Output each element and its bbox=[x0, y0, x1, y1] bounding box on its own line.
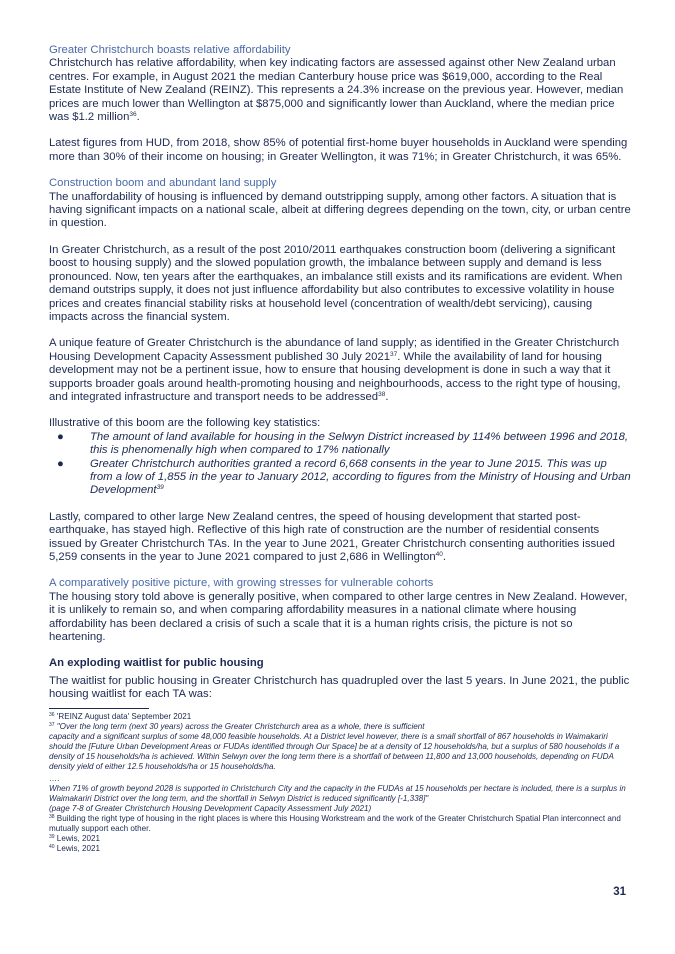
paragraph-text: . While the availability of land for housing development may not be a pertinent issue, how to ensure that housing development is done in such a way that it supports broader goals around health-promoting housing and neighbourhoods, access to the right type of housing, and integrated infrastructure and transport needs to be addressed bbox=[49, 350, 621, 403]
footnote-text: 'REINZ August data' September 2021 bbox=[54, 711, 192, 721]
footnote-37-continued: capacity and a significant surplus of some 48,000 feasible households. At a District level however, there is a small shortfall of 867 households in Waimakariri should the [Future Urban Development Areas or FUDAs identified through Our Space] be at a density of 12 households/ha, but a surplus of 580 households if a density of 15 households/ha is achieved. Within Selwyn over the long term there is a shortfall of between 11,800 and 13,000 households, depending on FUDA density yield of either 12.5 households/ha or 15 households/ha. bbox=[49, 731, 620, 771]
page-number: 31 bbox=[613, 886, 626, 898]
footnote-text: Lewis, 2021 bbox=[54, 843, 101, 853]
document-page bbox=[49, 44, 631, 854]
paragraph bbox=[49, 337, 631, 404]
list-item bbox=[49, 431, 631, 458]
paragraph-text: . bbox=[136, 111, 140, 124]
paragraph: Latest figures from HUD, from 2018, show 85% of potential first-home buyer households in Auckland were spending more than 30% of their income on housing; in Greater Wellington, it was 71%; in Greater Christchurch, it was 65%. bbox=[49, 137, 628, 163]
section-heading-affordability: Greater Christchurch boasts relative affordability bbox=[49, 44, 291, 56]
footnote-divider bbox=[49, 708, 149, 709]
paragraph-text: A unique feature of Greater Christchurch is the abundance of land supply; as identified in the Greater Christchurch Housing Development Capacity Assessment published 30 July 2021 bbox=[49, 337, 620, 363]
list-item-text: Greater Christchurch authorities granted a record 6,668 consents in the year to June 2015. This was up from a low of 1,855 in the year to January 2012, according to figures from the Ministry of Housing and Urban Development bbox=[90, 457, 631, 497]
footnote-number: 36 bbox=[49, 711, 55, 718]
paragraph-text: Christchurch has relative affordability, when key indicating factors are assessed against other New Zealand urban centres. For example, in August 2021 the median Canterbury house price was $619,000, according to the Real Estate Institute of New Zealand (REINZ). This represents a 24.3% increase on the previous year. However, median prices are much lower than Wellington at $875,000 and significantly lower than Auckland, where the median price was $1.2 million bbox=[49, 57, 624, 124]
footnote-number: 37 bbox=[49, 721, 55, 728]
paragraph-text: . bbox=[442, 551, 447, 563]
footnote-ref[interactable]: 38 bbox=[378, 390, 386, 398]
footnote-ref[interactable]: 40 bbox=[435, 551, 443, 558]
footnote-ref[interactable]: 37 bbox=[390, 350, 398, 358]
footnote-ref[interactable]: 36 bbox=[129, 111, 137, 119]
list-item-text: The amount of land available for housing in the Selwyn District increased by 114% between 1996 and 2018, this is phenomenally high when compared to 17% nationally bbox=[90, 430, 628, 457]
footnote-ref[interactable]: 39 bbox=[156, 484, 164, 492]
footnote-number: 40 bbox=[49, 843, 55, 850]
paragraph-text: . bbox=[385, 390, 389, 403]
paragraph bbox=[49, 511, 631, 565]
paragraph: The housing story told above is generally positive, when compared to other large centres in New Zealand. However, it is unlikely to remain so, and when comparing affordability measures in a national climate where housing affordability has been declared a crisis of such a scale that it is a human rights crisis, the picture is not so heartening. bbox=[49, 590, 628, 644]
list-item bbox=[49, 458, 631, 498]
paragraph: In Greater Christchurch, as a result of the post 2010/2011 earthquakes construction boom (delivering a significant boost to housing supply) and the slowed population growth, the imbalance between supply and demand is less pronounced. Now, ten years after the earthquakes, an imbalance still exists and its ramifications are evident. When demand outstrips supply, it does not just influence affordability but also contributes to excessive volatility in house prices and creates financial stability risks at household level (concentration of wealth/debt servicing), causing impacts across the financial system. bbox=[49, 243, 623, 323]
section-heading-positive-picture: A comparatively positive picture, with growing stresses for vulnerable cohorts bbox=[49, 577, 434, 590]
footnote-text: Building the right type of housing in the right places is where this Housing Workstream and the work of the Greater Christchurch Spatial Plan interconnect and mutually support each other. bbox=[49, 813, 621, 833]
footnote-number: 38 bbox=[49, 813, 55, 820]
section-heading-construction-boom: Construction boom and abundant land supply bbox=[49, 177, 277, 190]
footnote-39 bbox=[49, 834, 631, 844]
paragraph: The unaffordability of housing is influenced by demand outstripping supply, among other factors. A situation that is having significant impacts on a national scale, albeit at differing degrees depending on the town, city, or urban centre in question. bbox=[49, 190, 631, 230]
paragraph-text: Lastly, compared to other large New Zealand centres, the speed of housing development that started post-earthquake, has stayed high. Reflective of this high rate of construction are the number of residential consents issued by Greater Christchurch TAs. In the year to June 2021, Greater Christchurch consenting authorities issued 5,259 consents in the year to June 2021 compared to just 2,686 in Wellington bbox=[49, 510, 615, 563]
paragraph: The waitlist for public housing in Greater Christchurch has quadrupled over the last 5 years. In June 2021, the public housing waitlist for each TA was: bbox=[49, 674, 630, 701]
footnote-37 bbox=[49, 722, 631, 732]
footnote-37-continued: When 71% of growth beyond 2028 is supported in Christchurch City and the capacity in the FUDAs at 15 households per hectare is included, there is a surplus in Waimakariri District over the long term, and the shortfall in Selwyn District is reduced significantly [-1,338]" bbox=[49, 783, 626, 803]
footnote-text: "Over the long term (next 30 years) across the Greater Christchurch area as a whole, there is sufficient bbox=[54, 721, 425, 731]
section-heading-waitlist: An exploding waitlist for public housing bbox=[49, 657, 264, 670]
bullet-icon: ● bbox=[57, 457, 64, 470]
footnote-38 bbox=[49, 814, 631, 834]
bullet-icon: ● bbox=[57, 430, 64, 443]
paragraph: Illustrative of this boom are the following key statistics: bbox=[49, 417, 321, 430]
footnote-text: Lewis, 2021 bbox=[54, 833, 101, 843]
paragraph bbox=[49, 57, 631, 124]
footnote-37-source: (page 7-8 of Greater Christchurch Housing Development Capacity Assessment July 2021) bbox=[49, 803, 372, 813]
footnote-37-ellipsis: …. bbox=[49, 773, 60, 783]
footnote-40 bbox=[49, 844, 631, 854]
footnote-36 bbox=[49, 712, 631, 722]
footnote-number: 39 bbox=[49, 833, 55, 840]
bullet-list bbox=[49, 431, 631, 498]
